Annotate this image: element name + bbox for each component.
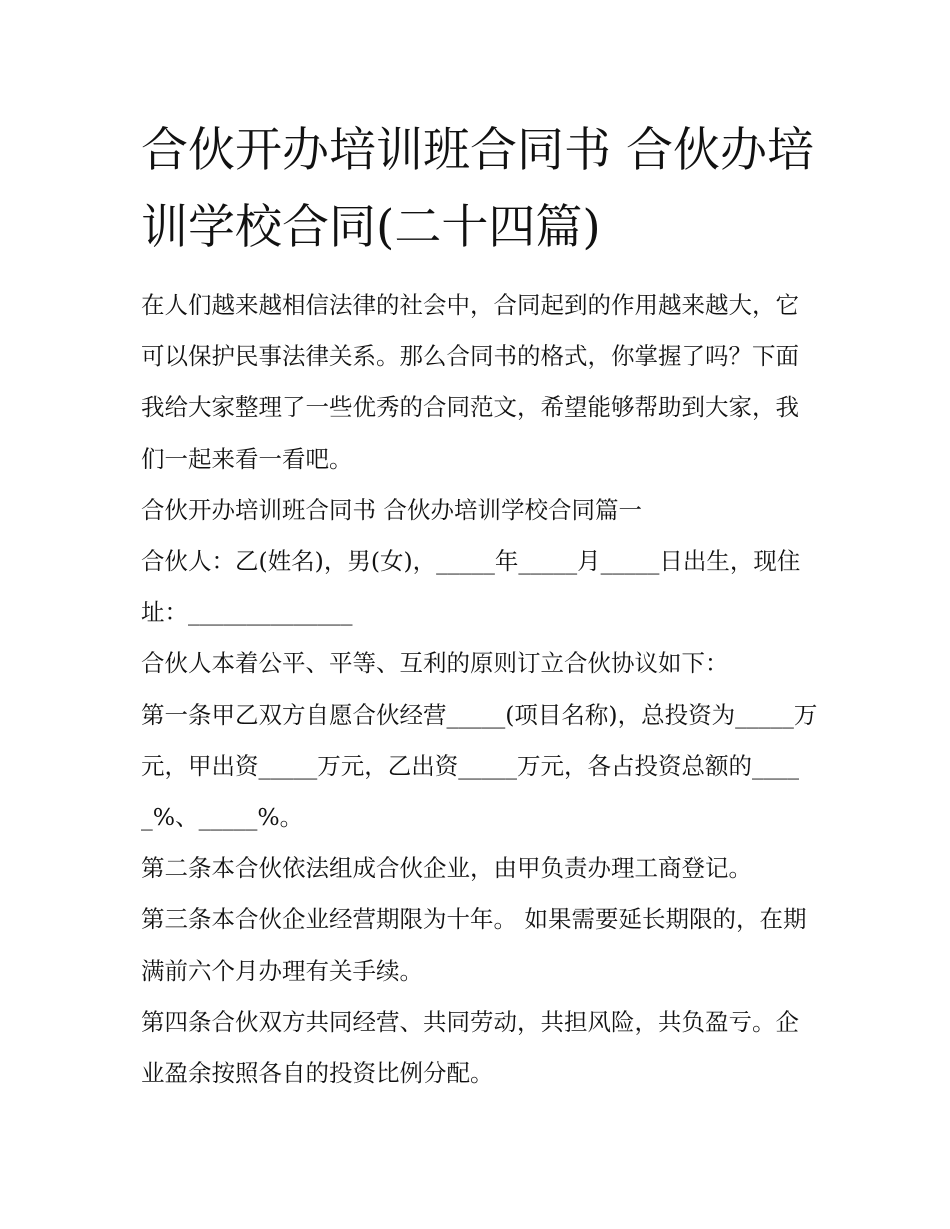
- document-title: 合伙开办培训班合同书 合伙办培训学校合同(二十四篇): [141, 123, 814, 255]
- clause-2: 第二条本合伙依法组成合伙企业，由甲负责办理工商登记。: [141, 854, 752, 883]
- clause-1: 第一条甲乙双方自愿合伙经营_____(项目名称)，总投资为_____万元，甲出资_____万元，乙出资_____万元，各占投资总额的_____%、_____%。: [141, 700, 818, 832]
- document-content: [141, 112, 821, 1099]
- section-heading: 合伙开办培训班合同书 合伙办培训学校合同篇一: [141, 495, 642, 524]
- paragraph-intro: 在人们越来越相信法律的社会中，合同起到的作用越来越大，它可以保护民事法律关系。那么合同书的格式，你掌握了吗？下面我给大家整理了一些优秀的合同范文，希望能够帮助到大家，我们一起来看一看吧。: [141, 291, 799, 473]
- clause-4: 第四条合伙双方共同经营、共同劳动，共担风险，共负盈亏。企业盈余按照各自的投资比例分配。: [141, 1007, 799, 1088]
- document-body: [141, 280, 821, 1099]
- paragraph-partner-info: 合伙人：乙(姓名)，男(女)，_____年_____月_____日出生，现住址：______________: [141, 547, 801, 627]
- paragraph-principle: 合伙人本着公平、平等、互利的原则订立合伙协议如下：: [141, 649, 729, 678]
- clause-3: 第三条本合伙企业经营期限为十年。 如果需要延长期限的，在期满前六个月办理有关手续。: [141, 905, 807, 985]
